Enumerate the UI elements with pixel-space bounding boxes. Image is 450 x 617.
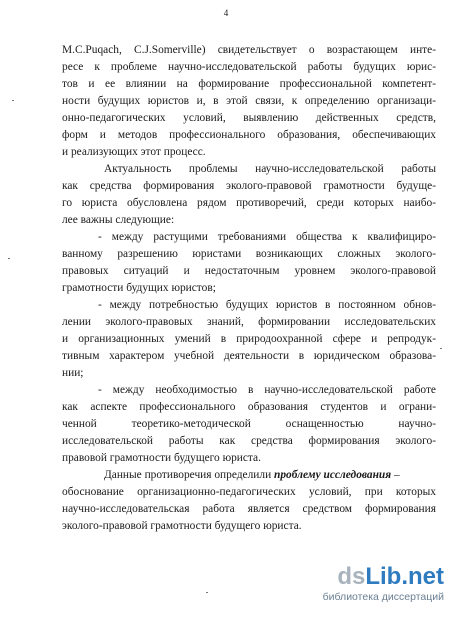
text-line: как средства формирования эколого-правовой грамотности будуще- bbox=[62, 180, 436, 192]
text-line: Актуальность проблемы научно-исследовательской работы bbox=[104, 163, 436, 175]
text-line: ченной теоретико-методической оснащенностью научно- bbox=[62, 418, 436, 430]
text-line: онно-педагогических условий, выявлению действенных средств, bbox=[62, 112, 436, 124]
dslib-logo: dsLib.net bbox=[337, 563, 444, 590]
scan-speck bbox=[440, 348, 442, 349]
text-line: ресе к проблеме научно-исследовательской работы будущих юрис- bbox=[62, 61, 436, 73]
list-item-line: - между растущими требованиями общества к квалифициро- bbox=[98, 231, 436, 243]
text-line: M.C.Puqach, C.J.Somerville) свидетельствует о возрастающем инте- bbox=[62, 44, 436, 56]
text-line: и организационных умений в природоохранной сфере и репродук- bbox=[62, 333, 436, 345]
list-item-line: - между потребностью будущих юристов в постоянном обнов- bbox=[98, 299, 436, 311]
text-line: ности будущих юристов и, в этой связи, к определению организаци- bbox=[62, 95, 436, 107]
page-number: 4 bbox=[223, 8, 229, 18]
text-line: как аспекте профессионального образования студентов и ограни- bbox=[62, 401, 436, 413]
scan-speck bbox=[12, 100, 14, 101]
text-line: тивным характером учебной деятельности в юридическом образова- bbox=[62, 350, 436, 362]
scan-speck bbox=[8, 258, 10, 259]
text-line: тов и ее влиянии на формирование профессиональной компетент- bbox=[62, 78, 436, 90]
text-line: ванному разрешению юристами возникающих сложных эколого- bbox=[62, 248, 436, 260]
text-line: правовых ситуаций и недостаточным уровнем эколого-правовой bbox=[62, 265, 436, 277]
text-line bbox=[62, 467, 436, 484]
text-line: обоснование организационно-педагогических условий, при которых bbox=[62, 486, 436, 498]
dslib-watermark[interactable] bbox=[294, 564, 444, 603]
text-line: эколого-правовой грамотности будущего юриста. bbox=[62, 520, 302, 532]
text-line: исследовательской работы как средства формирования эколого- bbox=[62, 435, 436, 447]
body-text bbox=[62, 42, 436, 535]
text-line: нии; bbox=[62, 367, 84, 379]
text-line: лее важны следующие: bbox=[62, 214, 175, 226]
text-line: правовой грамотности будущего юриста. bbox=[62, 452, 261, 464]
research-problem-emphasis: проблему исследования bbox=[274, 469, 392, 481]
dash-text: – bbox=[393, 469, 400, 481]
intro-text: Данные противоречия определили bbox=[104, 469, 272, 481]
dslib-subtitle: библиотека диссертаций bbox=[322, 591, 444, 603]
text-line: форм и методов профессионального образования, обеспечивающих bbox=[62, 129, 436, 141]
text-line: грамотности будущих юристов; bbox=[62, 282, 216, 294]
list-item-line: - между необходимостью в научно-исследовательской работе bbox=[98, 384, 436, 396]
text-line: лении эколого-правовых знаний, формировании исследовательских bbox=[62, 316, 436, 328]
text-line: и реализующих этот процесс. bbox=[62, 146, 206, 158]
text-line: го юриста обусловлена рядом противоречий, среди которых наибо- bbox=[62, 197, 436, 209]
text-line: научно-исследовательская работа является средством формирования bbox=[62, 503, 436, 515]
scan-speck bbox=[206, 592, 208, 593]
